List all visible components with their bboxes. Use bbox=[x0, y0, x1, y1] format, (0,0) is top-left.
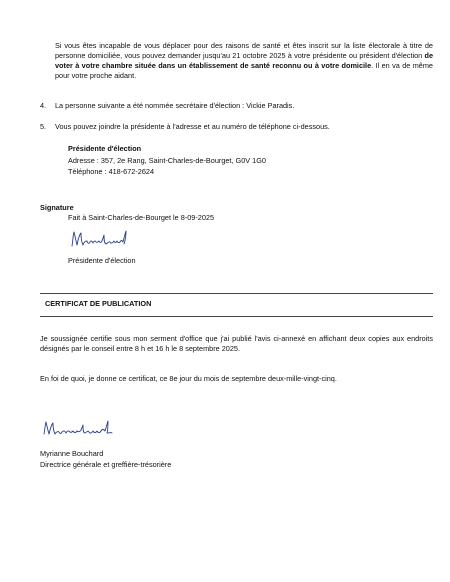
health-voting-end: . Il en va de même pour votre proche aidant. bbox=[55, 61, 433, 80]
president-signature bbox=[68, 226, 130, 252]
certificate-top-rule bbox=[40, 293, 433, 294]
signer-name: Myrianne Bouchard bbox=[40, 449, 104, 458]
signature-heading: Signature bbox=[40, 203, 74, 212]
item-4-text: La personne suivante a été nommée secrétaire d'élection : Vickie Paradis. bbox=[55, 101, 295, 110]
director-signature bbox=[40, 418, 118, 440]
contact-phone: Téléphone : 418-672-2624 bbox=[68, 167, 155, 176]
certificate-faith-line: En foi de quoi, je donne ce certificat, ce 8e jour du mois de septembre deux-mille-vingt-cinq. bbox=[40, 374, 337, 383]
contact-title: Présidente d'élection bbox=[68, 144, 142, 153]
health-voting-bold: de voter à votre chambre située dans un établissement de santé reconnu ou à votre domicile bbox=[55, 51, 433, 70]
certificate-bottom-rule bbox=[40, 316, 433, 317]
item-4-number: 4. bbox=[40, 101, 47, 110]
item-5-number: 5. bbox=[40, 122, 47, 131]
health-voting-text: Si vous êtes incapable de vous déplacer pour des raisons de santé et êtes inscrit sur la liste électorale à titre de personne domiciliée, vous pouvez demander jusqu'au 21 octobre 2025 à votre présidente ou président d'élection bbox=[55, 41, 433, 60]
health-voting-paragraph bbox=[55, 41, 433, 81]
signature-role: Présidente d'élection bbox=[68, 256, 136, 265]
item-5-text: Vous pouvez joindre la présidente à l'adresse et au numéro de téléphone ci-dessous. bbox=[55, 122, 330, 131]
signer-title: Directrice générale et greffière-trésorière bbox=[40, 460, 172, 469]
made-at-line: Fait à Saint-Charles-de-Bourget le 8-09-2025 bbox=[68, 213, 215, 222]
certificate-body: Je soussignée certifie sous mon serment d'office que j'ai publié l'avis ci-annexé en affichant deux copies aux endroits désignés par le conseil entre 8 h et 16 h le 8 septembre 2025. bbox=[40, 334, 433, 353]
contact-address: Adresse : 357, 2e Rang, Saint-Charles-de-Bourget, G0V 1G0 bbox=[68, 156, 266, 165]
certificate-heading: CERTIFICAT DE PUBLICATION bbox=[45, 299, 152, 308]
